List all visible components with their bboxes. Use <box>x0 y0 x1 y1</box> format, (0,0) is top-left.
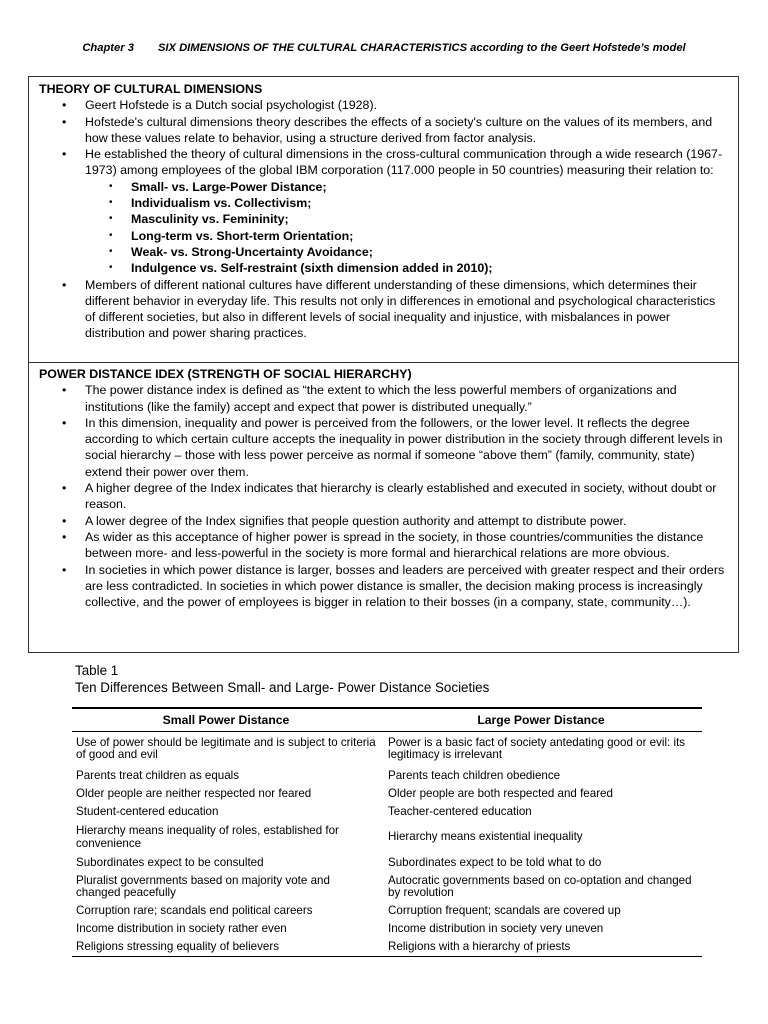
table-cell: Use of power should be legitimate and is subject to criteria of good and evil <box>76 736 376 762</box>
table-row <box>72 822 702 855</box>
page-header <box>0 42 768 54</box>
dimension-list <box>85 179 728 277</box>
table-cell: Subordinates expect to be told what to do <box>388 855 602 869</box>
table-title: Ten Differences Between Small- and Large- Power Distance Societies <box>75 680 490 695</box>
table-cell: Older people are both respected and feared <box>388 786 613 800</box>
table-row <box>72 804 702 822</box>
list-item: • Geert Hofstede is a Dutch social psychologist (1928). <box>85 97 728 113</box>
table-cell: Subordinates expect to be consulted <box>76 855 264 869</box>
table-cell: Income distribution in society very uneven <box>388 921 604 935</box>
dimension-item: • Small- vs. Large-Power Distance; <box>131 179 728 195</box>
table-row <box>72 903 702 921</box>
list-item <box>85 146 728 276</box>
power-distance-bullet-list <box>39 382 728 610</box>
list-item: • The power distance index is defined as “the extent to which the less powerful members of organizations and institutions (like the family) accept and expect that power is distributed unequally.” <box>85 382 728 415</box>
list-item: • Hofstede's cultural dimensions theory describes the effects of a society's culture on the values of its members, and how these values relate to behavior, using a structure derived from factor analysis. <box>85 114 728 147</box>
dimension-item: • Long-term vs. Short-term Orientation; <box>131 228 728 244</box>
list-item: • A higher degree of the Index indicates that hierarchy is clearly established and executed in society, without doubt or reason. <box>85 480 728 513</box>
list-item: • Members of different national cultures have different understanding of these dimensions, which determines their different behavior in everyday life. This results not only in differences in emotional and psychological characteristics of different societies, but also in different levels of social inequality and injustice, with misbalances in power distribution and power sharing practices. <box>85 277 728 342</box>
list-item: • As wider as this acceptance of higher power is spread in the society, in those countries/communities the distance between more- and less-powerful in the society is more formal and hierarchical relations are more obvious. <box>85 529 728 562</box>
theory-heading: THEORY OF CULTURAL DIMENSIONS <box>39 82 263 96</box>
table-row <box>72 855 702 873</box>
dimension-item: • Individualism vs. Collectivism; <box>131 195 728 211</box>
power-distance-table <box>72 707 702 957</box>
dimension-item: • Masculinity vs. Femininity; <box>131 211 728 227</box>
table-cell: Religions stressing equality of believers <box>72 939 380 957</box>
theory-section <box>28 76 739 363</box>
table-cell: Power is a basic fact of society antedating good or evil: its legitimacy is irrelevant <box>388 736 686 762</box>
table-cell: Corruption rare; scandals end political careers <box>76 903 313 917</box>
table-cell: Parents teach children obedience <box>388 768 561 782</box>
table-cell: Autocratic governments based on co-optation and changed by revolution <box>388 873 692 899</box>
power-distance-section <box>28 363 739 653</box>
table-header-row <box>72 708 702 732</box>
table-label: Table 1 <box>75 663 119 678</box>
table-cell: Hierarchy means existential inequality <box>388 830 583 844</box>
table-cell: Income distribution in society rather even <box>76 921 287 935</box>
table-cell: Corruption frequent; scandals are covered up <box>388 903 621 917</box>
table-cell: Religions with a hierarchy of priests <box>380 939 702 957</box>
table-row <box>72 786 702 804</box>
list-item-text: He established the theory of cultural dimensions in the cross-cultural communication through a wide research (1967-1973) among employees of the global IBM corporation (117.000 people in 50 countries) measuring their relation to: <box>85 147 723 178</box>
table-cell: Hierarchy means inequality of roles, established for convenience <box>76 824 339 850</box>
column-header: Large Power Distance <box>380 708 702 732</box>
list-item: • A lower degree of the Index signifies that people question authority and attempt to distribute power. <box>85 513 728 529</box>
power-distance-heading: POWER DISTANCE IDEX (STRENGTH OF SOCIAL HIERARCHY) <box>39 367 412 381</box>
chapter-label: Chapter 3 <box>82 42 134 54</box>
table-row <box>72 939 702 957</box>
list-item: • In this dimension, inequality and power is perceived from the followers, or the lower level. It reflects the degree according to which certain culture accepts the inequality in power distribution in the society through different levels in social hierarchy – those with less power perceive as normal if someone “above them” (family, community, state) extend their power over them. <box>85 415 728 480</box>
table-row <box>72 732 702 768</box>
dimension-item: • Indulgence vs. Self-restraint (sixth dimension added in 2010); <box>131 260 728 276</box>
table-cell: Student-centered education <box>76 804 219 818</box>
table-row <box>72 873 702 903</box>
table-cell: Pluralist governments based on majority vote and changed peacefully <box>76 873 330 899</box>
table-cell: Teacher-centered education <box>388 804 532 818</box>
column-header: Small Power Distance <box>72 708 380 732</box>
table-row <box>72 768 702 786</box>
list-item: • In societies in which power distance is larger, bosses and leaders are perceived with greater respect and their orders are less contradicted. In societies in which power distance is smaller, the decision making process is increasingly collective, and the power of employees is bigger in relation to their bosses (in a company, state, community…). <box>85 562 728 611</box>
table-caption <box>75 662 489 696</box>
table-row <box>72 921 702 939</box>
theory-bullet-list <box>39 97 728 341</box>
table-cell: Parents treat children as equals <box>76 768 240 782</box>
table-cell: Older people are neither respected nor feared <box>76 786 312 800</box>
chapter-title: SIX DIMENSIONS OF THE CULTURAL CHARACTERISTICS according to the Geert Hofstede’s model <box>157 42 686 54</box>
dimension-item: • Weak- vs. Strong-Uncertainty Avoidance; <box>131 244 728 260</box>
